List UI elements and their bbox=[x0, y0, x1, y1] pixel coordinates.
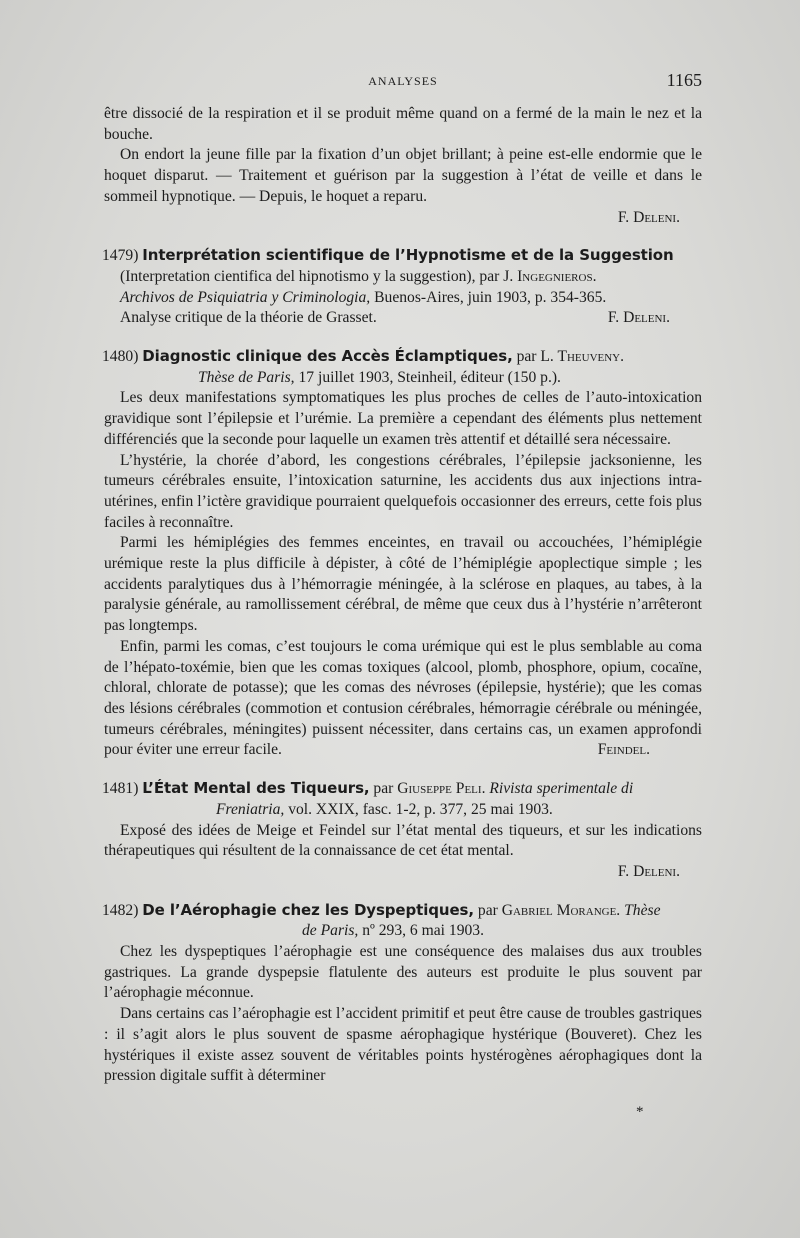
entry-number: 1481) bbox=[102, 780, 139, 798]
running-head bbox=[104, 70, 702, 94]
entry-signature: F. Deleni. bbox=[607, 309, 670, 327]
entry-number: 1480) bbox=[102, 348, 139, 366]
entry-1481 bbox=[104, 778, 702, 883]
entry-by: par bbox=[373, 780, 394, 798]
entry-journal-cont: de Paris, bbox=[302, 922, 359, 940]
entry-author: Gabriel Morange. bbox=[501, 901, 621, 919]
entry-paragraph-2: Dans certains cas l’aérophagie est l’accident primitif et peut être cause de troubles gastriques : il s’agit alors le plus souvent de spasme aérophagique hystérique (Bouveret). Chez les hystériques il existe assez souvent de véritables points hystérogènes aérophagiques dont la pression digitale suffit à déterminer bbox=[104, 1005, 702, 1085]
entry-journal: Thèse bbox=[624, 901, 661, 919]
entry-signature: F. Deleni. bbox=[617, 862, 680, 880]
entry-reference: vol. XXIX, fasc. 1-2, p. 377, 25 mai 1903. bbox=[288, 800, 553, 818]
entry-number: 1479) bbox=[102, 247, 139, 265]
entry-title: L’État Mental des Tiqueurs, bbox=[142, 779, 370, 798]
entry-title: De l’Aérophagie chez les Dyspeptiques, bbox=[142, 900, 474, 919]
entry-title: Diagnostic clinique des Accès Éclamptiques, bbox=[142, 347, 513, 366]
entry-1480 bbox=[104, 346, 702, 761]
entry-paragraph-1: Chez les dyspeptiques l’aérophagie est une conséquence des malaises dus aux troubles gastriques. La grande dyspepsie flatulente des auteurs est produite le plus souvent par l’aérophagie méconnue. bbox=[104, 943, 702, 1002]
entry-paragraph-1: Les deux manifestations symptomatiques les plus proches de celles de l’auto-intoxication gravidique sont l’épilepsie et l’urémie. La première a cependant des éléments plus nettement différenciés que la seconde pour laquelle un examen très attentif et détaillé sera nécessaire. bbox=[104, 389, 702, 448]
entry-author: Giuseppe Peli. bbox=[397, 780, 486, 798]
page-body bbox=[104, 104, 702, 1087]
entry-title: Interprétation scientifique de l’Hypnotisme et de la Suggestion bbox=[142, 246, 674, 265]
running-title: ANALYSES bbox=[368, 74, 438, 88]
entry-author: L. Theuveny. bbox=[540, 348, 625, 366]
entry-paragraph-4: Enfin, parmi les comas, c’est toujours le coma urémique qui est le plus semblable au coma de l’hépato-toxémie, bien que les comas toxiques (alcool, plomb, phosphore, opium, cocaïne, chloral, chlorate de potasse); que les comas des névroses (épilepsie, hystérie); que les comas des lésions cérébrales (commotion et contusion cérébrales, hémorragie cérébrale ou méningée, tumeurs cérébrales, méningites) puissent nécessiter, dans certains cas, un examen approfondi pour éviter une erreur facile. bbox=[104, 637, 702, 759]
entry-signature: Feindel. bbox=[597, 741, 650, 759]
entry-body: Exposé des idées de Meige et Feindel sur l’état mental des tiqueurs, et sur les indications thérapeutiques qui résultent de la connaissance de cet état mental. bbox=[104, 821, 702, 860]
entry-journal: Archivos de Psiquiatria y Criminologia, bbox=[120, 288, 371, 306]
entry-reference: 17 juillet 1903, Steinheil, éditeur (150 p.). bbox=[298, 368, 561, 386]
entry-author: J. Ingegnieros. bbox=[503, 267, 597, 285]
intro-signature: F. Deleni. bbox=[617, 208, 680, 226]
page-number: 1165 bbox=[666, 70, 702, 90]
entry-by: par bbox=[516, 348, 537, 366]
entry-paragraph-2: L’hystérie, la chorée d’abord, les congestions cérébrales, l’épilepsie jacksonienne, les tumeurs cérébrales ensuite, l’intoxication saturnine, les accidents dus aux injections intra-utérines, enfin l’ictère gravidique pourraient quelquefois occasionner des erreurs, cette fois plus faciles à reconnaître. bbox=[104, 451, 702, 531]
intro-paragraph-1: être dissocié de la respiration et il se produit même quand on a fermé de la main le nez et la bouche. bbox=[104, 105, 702, 143]
entry-1482 bbox=[104, 900, 702, 1087]
entry-body: Analyse critique de la théorie de Grasset. bbox=[120, 309, 377, 327]
entry-1479 bbox=[104, 245, 702, 329]
intro-paragraph-2: On endort la jeune fille par la fixation d’un objet brillant; à peine est-elle endormie que le hoquet disparut. — Traitement et guérison par la suggestion à l’état de veille et dans le sommeil hypnotique. — Depuis, le hoquet a reparu. bbox=[104, 146, 702, 205]
entry-journal-cont: Freniatria, bbox=[216, 800, 285, 818]
entry-reference: nº 293, 6 mai 1903. bbox=[362, 922, 484, 940]
entry-reference: Buenos-Aires, juin 1903, p. 354-365. bbox=[374, 288, 607, 306]
entry-journal: Thèse de Paris, bbox=[198, 368, 295, 386]
footer-mark: * bbox=[636, 1104, 644, 1120]
entry-by: par bbox=[477, 901, 498, 919]
entry-journal: Rivista sperimentale di bbox=[489, 780, 634, 798]
entry-subtitle: (Interpretation cientifica del hipnotismo y la suggestion), par bbox=[120, 267, 500, 285]
entry-number: 1482) bbox=[102, 901, 139, 919]
entry-paragraph-3: Parmi les hémiplégies des femmes enceintes, en travail ou accouchées, l’hémiplégie urémique reste la plus difficile à dépister, à côté de l’hémiplégie apoplectique simple ; les accidents paralytiques dus à l’hémorragie méningée, à la sclérose en plaques, au tabes, à la paralysie générale, au ramollissement cérébral, de même que ceux dus à l’hystérie n’arrêteront pas longtemps. bbox=[104, 534, 702, 635]
